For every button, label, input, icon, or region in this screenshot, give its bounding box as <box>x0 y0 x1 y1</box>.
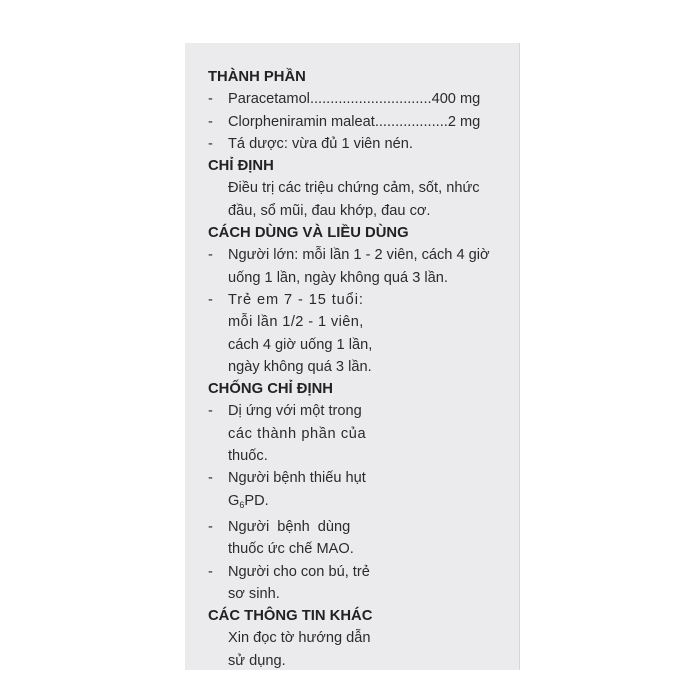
dosage-adult <box>208 244 508 289</box>
dosage-line: mỗi lần 1/2 - 1 viên, <box>228 314 364 331</box>
indication-line: đầu, sổ mũi, đau khớp, đau cơ. <box>228 202 431 219</box>
composition-heading: THÀNH PHẦN <box>208 69 306 85</box>
contraindication-line: các thành phần của <box>228 425 367 442</box>
bullet-dash: - <box>208 563 213 580</box>
dosage-line: Người lớn: mỗi lần 1 - 2 viên, cách 4 giờ <box>228 247 490 264</box>
g6pd-subscript: 6 <box>239 499 245 510</box>
indication-heading: CHỈ ĐỊNH <box>208 158 274 175</box>
contraindication-item <box>208 467 508 516</box>
ingredient-amount: 2 mg <box>447 113 481 130</box>
dosage-child <box>208 289 508 378</box>
indication-line: Điều trị các triệu chứng cảm, sốt, nhức <box>228 180 480 197</box>
dosage-line: ngày không quá 3 lần. <box>228 358 372 375</box>
bullet-dash: - <box>208 403 213 420</box>
other-info-heading: CÁC THÔNG TIN KHÁC <box>208 608 373 625</box>
bullet-dash: - <box>208 518 213 535</box>
dosage-line: uống 1 lần, ngày không quá 3 lần. <box>228 269 448 286</box>
ingredient-name: Clorpheniramin maleat <box>228 113 375 130</box>
dot-leader: .............................. <box>309 91 432 108</box>
bullet-dash: - <box>208 291 213 308</box>
dot-leader: .................. <box>374 113 448 130</box>
bullet-dash: - <box>208 135 213 152</box>
ingredient-amount: 400 mg <box>431 91 481 108</box>
contraindication-line: Người cho con bú, trẻ <box>228 563 370 580</box>
other-info-line: Xin đọc tờ hướng dẫn <box>228 630 371 647</box>
dosage-heading: CÁCH DÙNG VÀ LIỀU DÙNG <box>208 225 409 242</box>
g6pd-rest: PD. <box>244 492 269 509</box>
contraindication-item <box>208 561 508 606</box>
excipient-row <box>208 133 508 155</box>
ingredient-row <box>208 111 508 133</box>
bullet-dash: - <box>208 91 213 108</box>
contraindication-item <box>208 516 508 561</box>
contraindication-line: thuốc. <box>228 448 268 465</box>
bullet-dash: - <box>208 470 213 487</box>
contraindication-line: thuốc ức chế MAO. <box>228 541 354 558</box>
bullet-dash: - <box>208 113 213 130</box>
contraindication-heading: CHỐNG CHỈ ĐỊNH <box>208 381 333 398</box>
dosage-line: cách 4 giờ uống 1 lần, <box>228 336 373 353</box>
contraindication-item <box>208 400 508 467</box>
ingredient-row <box>208 88 508 110</box>
bullet-dash: - <box>208 247 213 264</box>
dosage-line: Trẻ em 7 - 15 tuổi: <box>228 291 364 308</box>
ingredient-name: Paracetamol <box>228 91 310 108</box>
leaflet-text <box>208 66 508 672</box>
contraindication-line: Người bệnh dùng <box>228 518 351 535</box>
other-info-line: sử dụng. <box>228 652 286 669</box>
g6pd-line <box>208 490 508 516</box>
g6pd-letter: G <box>228 492 240 509</box>
contraindication-line: Dị ứng với một trong <box>228 403 362 420</box>
contraindication-line: sơ sinh. <box>228 585 280 602</box>
excipient-text: Tá dược: vừa đủ 1 viên nén. <box>228 135 413 152</box>
contraindication-line: Người bệnh thiếu hụt <box>228 470 366 487</box>
